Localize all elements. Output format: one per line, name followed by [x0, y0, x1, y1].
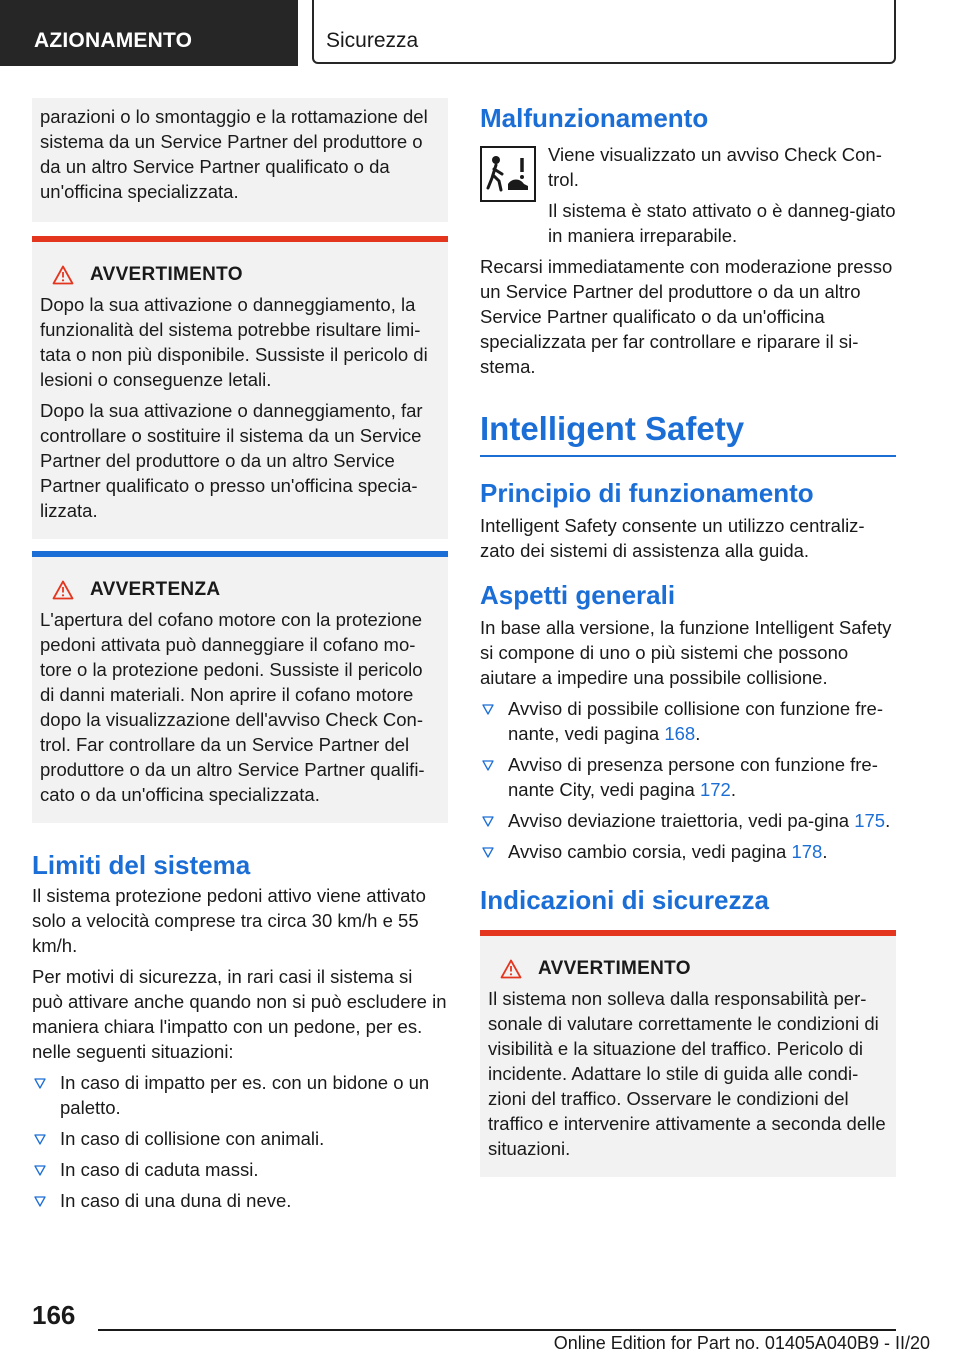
warning-text: Dopo la sua attivazione o danneggiamento, far controllare o sostituire il sistema da un Service Partner del produttore o da un altro Service Partner qualificato o presso un'officina specia-lizzata.	[40, 400, 423, 521]
section-heading: Limiti del sistema	[32, 850, 251, 880]
section-heading: Principio di funzionamento	[480, 478, 814, 508]
warning-box-2	[480, 930, 896, 1177]
list-item-end: .	[885, 810, 891, 831]
triangle-bullet-icon	[34, 1165, 46, 1176]
paragraph: Per motivi di sicurezza, in rari casi il sistema si può attivare anche quando non si può escludere in maniera chiara l'impatto con un pedone, per es. nelle seguenti situazioni:	[32, 966, 447, 1062]
page-link[interactable]: 178	[791, 841, 823, 862]
chapter-label: Sicurezza	[312, 0, 896, 64]
page-link[interactable]: 175	[854, 810, 886, 831]
warning-triangle-icon	[500, 959, 522, 979]
heading-rule	[480, 455, 896, 457]
warning-box-1	[32, 236, 448, 539]
limits-list	[32, 1070, 448, 1213]
edition-text: Online Edition for Part no. 01405A040B9 - II/20	[553, 1333, 930, 1353]
section-label: AZIONAMENTO	[0, 0, 298, 66]
list-item-text: Avviso di presenza persone con funzione fre-nante City, vedi pagina	[508, 754, 878, 800]
list-item-end: .	[695, 723, 701, 744]
paragraph: Il sistema è stato attivato o è danneg-giato in maniera irreparabile.	[548, 200, 896, 246]
warning-text: Il sistema non solleva dalla responsabilità per-sonale di valutare correttamente le condizioni di visibilità e la situazione del traffico. Pericolo di incidente. Adattare lo stile di guida alle condi-zioni del traffico. Osservare le condizioni del traffico e intervenire attivamente a seconda delle situazioni.	[488, 988, 886, 1159]
notice-text: L'apertura del cofano motore con la protezione pedoni attivata può danneggiare il cofano mo-tore o la protezione pedoni. Sussiste il pericolo di danni materiali. Non aprire il cofano motore dopo la visualizzazione dell'avviso Check Con-trol. Far controllare da un Service Partner del produttore o da un altro Service Partner qualifi-cato o da un'officina specializzata.	[40, 609, 425, 805]
triangle-bullet-icon	[482, 847, 494, 858]
triangle-bullet-icon	[482, 760, 494, 771]
list-item-text: Avviso cambio corsia, vedi pagina	[508, 841, 792, 862]
list-item	[32, 1126, 448, 1151]
list-item-end: .	[822, 841, 828, 862]
continued-text: parazioni o lo smontaggio e la rottamazione del sistema da un Service Partner del produttore o da un altro Service Partner qualificato o da un'officina specializzata.	[40, 106, 428, 202]
triangle-bullet-icon	[482, 704, 494, 715]
page-number: 166	[32, 1300, 76, 1330]
list-item-end: .	[730, 779, 736, 800]
list-item-text: In caso di una duna di neve.	[60, 1190, 292, 1211]
list-item	[480, 696, 896, 746]
list-item-text: In caso di impatto per es. con un bidone o un paletto.	[60, 1072, 430, 1118]
list-item	[480, 808, 896, 833]
section-heading: Indicazioni di sicurezza	[480, 885, 769, 915]
list-item	[32, 1157, 448, 1182]
page-link[interactable]: 172	[699, 779, 731, 800]
warning-text: Dopo la sua attivazione o danneggiamento, la funzionalità del sistema potrebbe risultare limi-tata o non più disponibile. Sussiste il pericolo di lesioni o conseguenze letali.	[40, 294, 428, 390]
list-item-text: In caso di collisione con animali.	[60, 1128, 325, 1149]
list-item-text: Avviso deviazione traiettoria, vedi pa-gina	[508, 810, 855, 831]
warning-triangle-icon	[52, 580, 74, 600]
warning-title: AVVERTIMENTO	[538, 958, 691, 979]
notice-title: AVVERTENZA	[90, 579, 221, 600]
warning-triangle-icon	[52, 265, 74, 285]
section-heading: Malfunzionamento	[480, 103, 709, 133]
continued-box	[32, 98, 448, 222]
chapter-heading: Intelligent Safety	[480, 410, 745, 447]
section-heading: Aspetti generali	[480, 580, 676, 610]
paragraph: Viene visualizzato un avviso Check Con-trol.	[548, 144, 882, 190]
triangle-bullet-icon	[34, 1078, 46, 1089]
list-item	[480, 839, 896, 864]
page-header	[0, 0, 960, 66]
pedestrian-protection-icon	[480, 146, 536, 202]
right-column	[480, 98, 896, 1177]
footer-rule	[98, 1329, 896, 1331]
paragraph: Recarsi immediatamente con moderazione presso un Service Partner del produttore o da un altro Service Partner qualificato o da un'officina specializzata per far controllare e riparare il si-stema.	[480, 256, 893, 377]
list-item	[480, 752, 896, 802]
left-column	[32, 98, 448, 1213]
list-item	[32, 1188, 448, 1213]
list-item-text: In caso di caduta massi.	[60, 1159, 259, 1180]
page-link[interactable]: 168	[664, 723, 696, 744]
triangle-bullet-icon	[34, 1196, 46, 1207]
systems-list	[480, 696, 896, 864]
paragraph: In base alla versione, la funzione Intelligent Safety si compone di uno o più sistemi che possono aiutare a impedire una possibile collisione.	[480, 617, 892, 688]
warning-title: AVVERTIMENTO	[90, 264, 243, 285]
list-item-text: Avviso di possibile collisione con funzione fre-nante, vedi pagina	[508, 698, 883, 744]
triangle-bullet-icon	[34, 1134, 46, 1145]
triangle-bullet-icon	[482, 816, 494, 827]
paragraph: Il sistema protezione pedoni attivo viene attivato solo a velocità comprese tra circa 30 km/h e 55 km/h.	[32, 885, 426, 956]
notice-box	[32, 551, 448, 823]
list-item	[32, 1070, 448, 1120]
paragraph: Intelligent Safety consente un utilizzo centraliz-zato dei sistemi di assistenza alla guida.	[480, 515, 865, 561]
